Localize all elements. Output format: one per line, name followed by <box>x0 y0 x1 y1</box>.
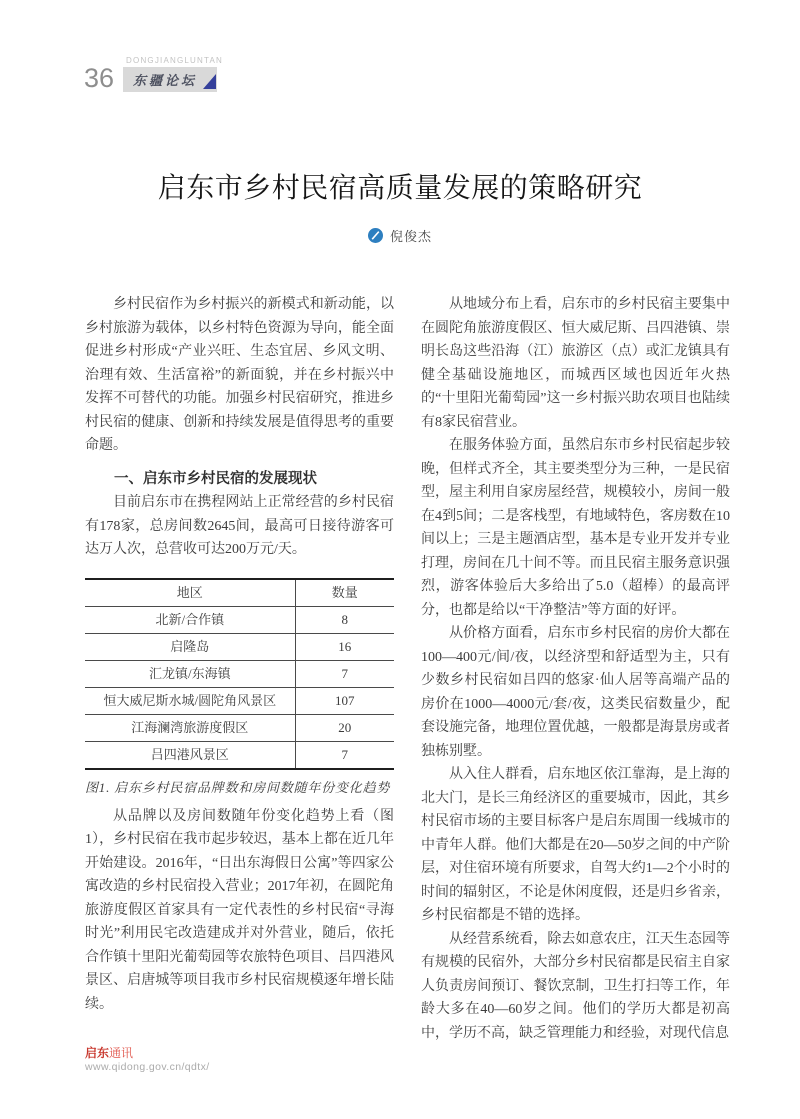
paragraph: 目前启东市在携程网站上正常经营的乡村民宿有178家，总房间数2645间，最高可日接待游客可达万人次，总营收可达200万元/天。 <box>85 495 394 557</box>
region-table-body <box>85 606 394 769</box>
region-count-table <box>85 578 394 770</box>
journal-logo <box>123 56 223 92</box>
footer-brand-rest: 通讯 <box>109 1046 134 1060</box>
page-title: 启东市乡村民宿高质量发展的策略研究 <box>157 172 643 203</box>
left-column <box>85 293 394 1045</box>
paragraph: 从地域分布上看，启东市的乡村民宿主要集中在圆陀角旅游度假区、恒大威尼斯、吕四港镇、崇明长岛这些沿海（江）旅游区（点）或汇龙镇具有健全基础设施地区，而城西区域也因近年火热的“十里阳光葡萄园”这一乡村振兴助农项目也陆续有8家民宿营业。 <box>421 297 730 430</box>
count-cell: 20 <box>295 714 394 741</box>
footer-brand <box>85 1046 210 1060</box>
journal-name: 东疆论坛 <box>133 73 198 88</box>
table-row <box>85 714 394 741</box>
table-row <box>85 606 394 633</box>
right-column <box>421 293 730 1045</box>
column-header-region: 地区 <box>85 579 295 607</box>
table-row <box>85 660 394 687</box>
count-cell: 8 <box>295 606 394 633</box>
author-name: 倪俊杰 <box>389 229 432 244</box>
count-cell: 7 <box>295 660 394 687</box>
footer-url: www.qidong.gov.cn/qdtx/ <box>85 1061 210 1073</box>
paragraph: 从品牌以及房间数随年份变化趋势上看（图1），乡村民宿在我市起步较迟，基本上都在近几年开始建设。2016年，“日出东海假日公寓”等四家公寓改造的乡村民宿投入营业；2017年初，在圆陀角旅游度假区首家具有一定代表性的乡村民宿“寻海时光”利用民宅改造建成并对外营业，随后，依托合作镇十里阳光葡萄园等农旅特色项目、吕四港风景区、启唐城等项目我市乡村民宿规模逐年增长陆续。 <box>85 808 394 1012</box>
journal-name-latin: DONGJIANGLUNTAN <box>126 56 224 65</box>
author-row <box>0 226 800 245</box>
region-cell: 启隆岛 <box>85 633 295 660</box>
count-cell: 107 <box>295 687 394 714</box>
region-cell: 吕四港风景区 <box>85 741 295 769</box>
figure-caption: 图1. 启东乡村民宿品牌数和房间数随年份变化趋势 <box>85 779 391 795</box>
paragraph: 在服务体验方面，虽然启东市乡村民宿起步较晚，但样式齐全，其主要类型分为三种，一是民宿型，屋主利用自家房屋经营，规模较小，房间一般在4到5间；二是客栈型，有地域特色，客房数在10间以上；三是主题酒店型，基本是专业开发并专业打理，房间在几十间不等。而且民宿主服务意识强烈，游客体验后大多给出了5.0（超棒）的最高评分，也都是给以“干净整洁”等方面的好评。 <box>421 438 730 618</box>
article-body <box>85 293 730 1045</box>
paragraph: 乡村民宿作为乡村振兴的新模式和新动能，以乡村旅游为载体，以乡村特色资源为导向，能全面促进乡村形成“产业兴旺、生态宜居、乡风文明、治理有效、生活富裕”的新面貌，并在乡村振兴中发挥不可替代的功能。加强乡村民宿研究，推进乡村民宿的健康、创新和持续发展是值得思考的重要命题。 <box>85 297 394 453</box>
paragraph: 从经营系统看，除去如意农庄，江天生态园等有规模的民宿外，大部分乡村民宿都是民宿主自家人负责房间预订、餐饮烹制，卫生打扫等工作，年龄大多在40—60岁之间。他们的学历大都是初高中，学历不高，缺乏管理能力和经验，对现代信息 <box>421 931 730 1041</box>
footer-brand-bold: 启东 <box>85 1046 110 1060</box>
page-number: 36 <box>84 63 115 93</box>
region-cell: 江海澜湾旅游度假区 <box>85 714 295 741</box>
paragraph: 从入住人群看，启东地区依江靠海，是上海的北大门，是长三角经济区的重要城市，因此，其乡村民宿市场的主要目标客户是启东周围一线城市的中青年人群。他们大都是在20—50岁之间的中产阶层，对住宿环境有所要求，自驾大约1—2个小时的时间的辐射区，不论是休闲度假，还是归乡省亲，乡村民宿都是不错的选择。 <box>421 767 730 923</box>
region-cell: 汇龙镇/东海镇 <box>85 660 295 687</box>
triangle-icon <box>203 74 216 89</box>
column-header-count: 数量 <box>295 579 394 607</box>
table-row <box>85 741 394 769</box>
table-row <box>85 633 394 660</box>
page-footer <box>85 1046 210 1073</box>
count-cell: 16 <box>295 633 394 660</box>
region-cell: 恒大威尼斯水城/圆陀角风景区 <box>85 687 295 714</box>
pen-icon <box>368 228 383 243</box>
table-row <box>85 687 394 714</box>
page-header <box>84 56 223 92</box>
region-cell: 北新/合作镇 <box>85 606 295 633</box>
journal-logo-box <box>123 67 217 92</box>
count-cell: 7 <box>341 746 349 762</box>
paragraph: 从价格方面看，启东市乡村民宿的房价大都在100—400元/间/夜，以经济型和舒适型为主，只有少数乡村民宿如吕四的悠家·仙人居等高端产品的房价在1000—4000元/套/夜，这类民宿数量少，配套设施完备，地理位置优越，一般都是海景房或者独栋别墅。 <box>421 626 730 759</box>
section-heading: 一、启东市乡村民宿的发展现状 <box>114 470 317 487</box>
table-header-row <box>85 579 394 607</box>
